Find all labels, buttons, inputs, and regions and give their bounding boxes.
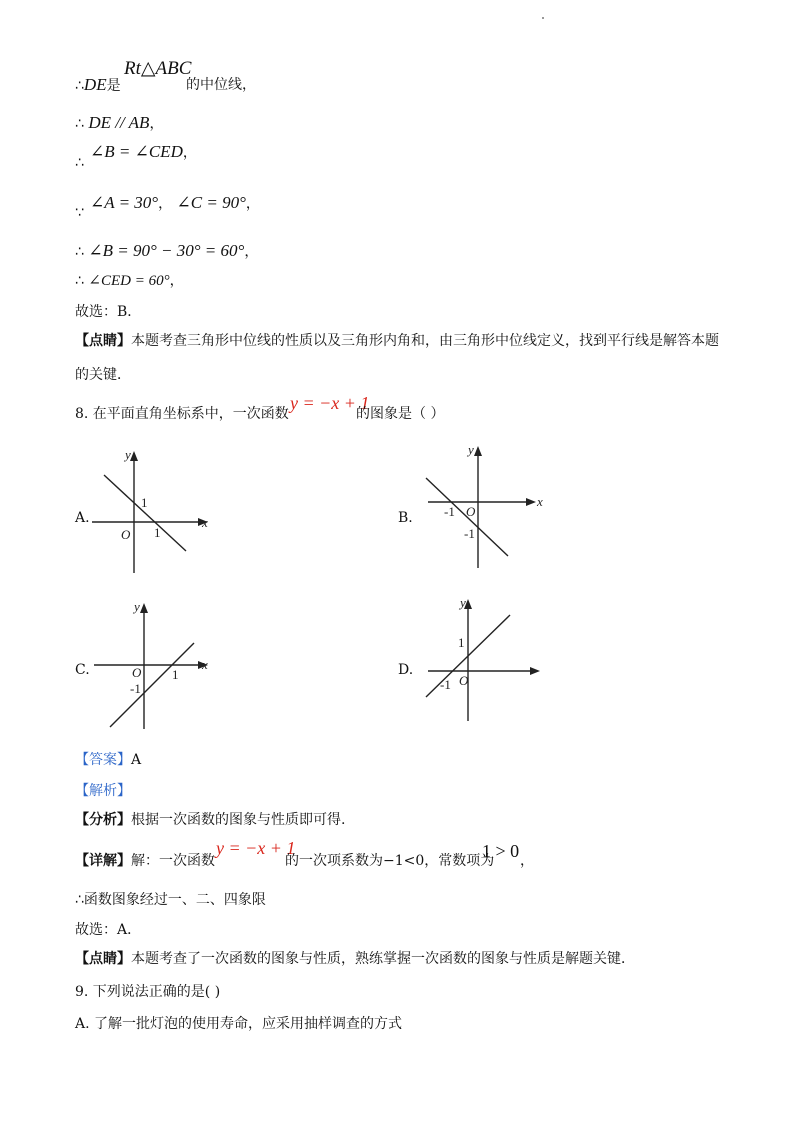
y-label: y <box>125 447 131 462</box>
speck <box>542 17 544 19</box>
fenxi-text: 根据一次函数的图象与性质即可得. <box>131 812 346 828</box>
therefore-symbol: ∴ <box>75 273 84 289</box>
line-4-because <box>75 205 84 222</box>
function-line <box>110 643 194 727</box>
math-angle-a: ∠A = 30° <box>90 193 159 212</box>
quadrant-line <box>75 892 266 909</box>
y-intercept-label: 1 <box>141 495 148 510</box>
option-c-label: C. <box>75 662 90 678</box>
text-shi: 是 <box>106 78 121 94</box>
graph-b <box>420 440 550 575</box>
line-4 <box>90 193 260 213</box>
graph-d <box>420 593 550 728</box>
math-angle-c: ∠C = 90° <box>176 193 246 212</box>
therefore-symbol: ∴ <box>75 892 84 908</box>
math-angle-b: ∠B = 90° − 30° = 60° <box>88 241 245 260</box>
comma: ， <box>245 196 260 212</box>
therefore-symbol: ∴ <box>75 155 84 171</box>
therefore-symbol: ∴ <box>75 78 84 94</box>
quadrant-text: 函数图象经过一、二、四象限 <box>83 892 266 908</box>
y-label: y <box>134 599 140 614</box>
x-axis-arrow <box>530 667 540 675</box>
option-b-label: B. <box>398 510 413 526</box>
q8-suffix: 的图象是（ ） <box>356 406 445 422</box>
comment-text: 本题考查三角形中位线的性质以及三角形内角和，由三角形中位线定义，找到平行线是解答本题 <box>131 333 719 349</box>
y-label: y <box>468 442 474 457</box>
comment-1-cont: 的关键． <box>75 367 131 383</box>
fenxi-line <box>75 812 345 829</box>
q8-prefix: 8. 在平面直角坐标系中，一次函数 <box>75 406 289 422</box>
tag-fenxi: 【分析】 <box>75 812 131 828</box>
x-intercept-label: -1 <box>444 504 455 519</box>
xiangjie-tail: ， <box>520 853 534 869</box>
x-label: x <box>202 657 208 672</box>
x-label: x <box>537 494 543 509</box>
tag-xiangjie: 【详解】 <box>75 853 131 869</box>
answer-line <box>75 752 141 769</box>
x-intercept-label: 1 <box>154 525 161 540</box>
line-3 <box>90 142 197 162</box>
comment-1 <box>75 333 719 350</box>
line-5 <box>75 241 258 261</box>
choice-b: 故选：B． <box>75 304 142 320</box>
y-intercept-label: -1 <box>464 526 475 541</box>
math-parallel: DE // AB <box>88 113 150 132</box>
line-2 <box>75 113 163 133</box>
x-intercept-label: 1 <box>172 667 179 682</box>
comma: ， <box>158 196 173 212</box>
graph-a <box>90 445 220 580</box>
origin-label: O <box>121 527 131 542</box>
xiangjie-inequality: 1 > 0 <box>482 841 520 861</box>
function-line <box>104 475 186 551</box>
answer-value: A <box>131 752 142 768</box>
therefore-symbol: ∴ <box>75 116 84 132</box>
tag-dianjing: 【点睛】 <box>75 333 131 349</box>
x-label: x <box>202 515 208 530</box>
graph-c <box>90 597 220 735</box>
comment-2 <box>75 951 635 968</box>
tag-dianjing: 【点睛】 <box>75 951 131 967</box>
comma: ， <box>244 244 259 260</box>
y-axis-arrow <box>474 446 482 456</box>
q9-option-a: A. 了解一批灯泡的使用寿命，应采用抽样调查的方式 <box>75 1016 403 1032</box>
y-intercept-label: 1 <box>458 635 465 650</box>
y-axis-arrow <box>140 603 148 613</box>
line-6 <box>75 272 184 290</box>
tag-answer: 【答案】 <box>75 752 131 768</box>
comma: ， <box>182 145 197 161</box>
x-axis-arrow <box>526 498 536 506</box>
tag-analysis: 【解析】 <box>75 783 131 799</box>
xiangjie-function: y = −x + 1 <box>216 838 296 858</box>
q9-stem: 9. 下列说法正确的是( ) <box>75 984 221 1000</box>
comma: ， <box>169 273 184 289</box>
xiangjie-text: 解：一次函数 <box>131 853 215 869</box>
q8-function: y = −x + 1 <box>290 393 370 413</box>
xiangjie-mid: 的一次项系数为−1<0，常数项为 <box>285 853 495 869</box>
comma: ， <box>149 116 164 132</box>
because-symbol: ∵ <box>75 205 84 221</box>
choice-a: 故选：A． <box>75 922 142 938</box>
origin-label: O <box>132 665 142 680</box>
line-1 <box>75 75 121 95</box>
math-angle-eq: ∠B = ∠CED <box>90 142 183 161</box>
y-axis-arrow <box>130 451 138 461</box>
comment-text: 本题考查了一次函数的图象与性质，熟练掌握一次函数的图象与性质是解题关键． <box>131 951 635 967</box>
origin-label: O <box>466 504 476 519</box>
math-rt-abc: Rt△ABC <box>124 58 192 79</box>
option-d-label: D. <box>398 662 414 678</box>
y-intercept-label: -1 <box>130 681 141 696</box>
origin-label: O <box>459 673 469 688</box>
x-intercept-label: -1 <box>440 677 451 692</box>
line-3-therefore <box>75 155 84 172</box>
text-midline: 的中位线， <box>186 77 256 93</box>
math-angle-ced: ∠CED = 60° <box>88 273 170 289</box>
xiangjie-pre <box>75 853 215 870</box>
math-de: DE <box>83 75 107 94</box>
y-label: y <box>460 595 466 610</box>
option-a-label: A. <box>75 510 90 526</box>
therefore-symbol: ∴ <box>75 244 84 260</box>
